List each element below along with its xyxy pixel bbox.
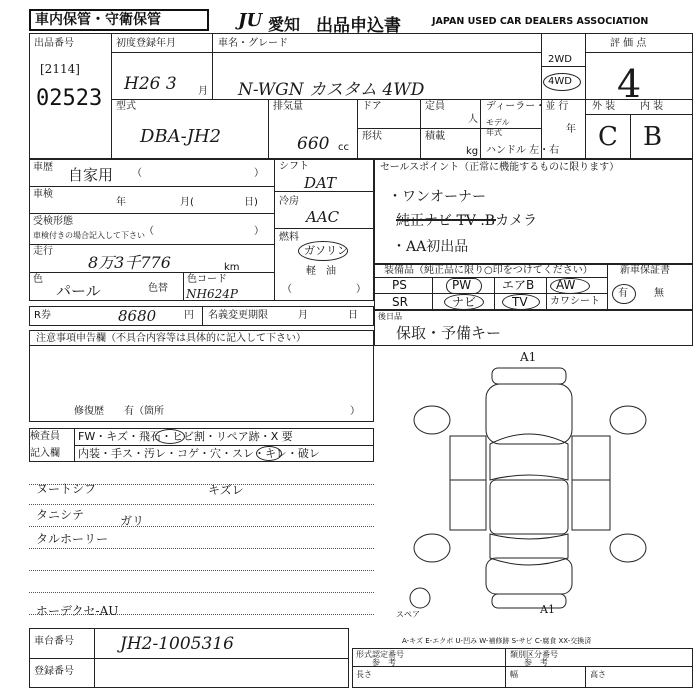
rear-body — [486, 558, 572, 594]
rear-bumper — [492, 594, 566, 608]
notes-label: 注意事項申告欄（不具合内容等は具体的に記入して下さい） — [36, 333, 306, 344]
roof — [490, 480, 568, 534]
name-grade-label: 車名・グレード — [218, 38, 288, 49]
door-label: ドア — [362, 101, 382, 112]
name-grade-value: N-WGN カスタム 4WD — [238, 80, 425, 100]
hw-side-note-2: ガリ — [120, 514, 145, 528]
sales-item-2: 純正ナビ TV .Bカメラ — [396, 213, 538, 229]
first-reg-value: H26 3 — [124, 74, 177, 94]
warranty-yes: 有 — [618, 288, 628, 299]
assign-label: 受検形態 — [33, 216, 73, 227]
capacity-label: 定員 — [425, 101, 445, 112]
diagram-legend: A-キズ E-エクボ U-凹み W-補修跡 S-サビ C-腐食 XX-交換済 — [402, 637, 592, 645]
ju-logo: JU — [238, 10, 263, 31]
rating-label: 評 価 点 — [610, 38, 647, 49]
color-code-value: NH624P — [186, 287, 238, 301]
inspection-label: 車検 — [33, 189, 53, 200]
hw-note-3: タルホーリー — [36, 532, 109, 546]
car-history-paren: （ — [132, 168, 142, 179]
association-name: JAPAN USED CAR DEALERS ASSOCIATION — [432, 16, 649, 27]
dealer-label: ディーラー・並 行 — [486, 101, 569, 112]
model-year-label: モデル 年式 — [486, 118, 510, 137]
lot-sub-number: [2114] — [40, 62, 80, 76]
inspector-label: 検査員 — [30, 431, 60, 442]
reg-label: 登録番号 — [34, 666, 74, 677]
front-left-wheel — [414, 406, 450, 434]
shape-label: 形状 — [362, 131, 382, 142]
warranty-no: 無 — [654, 288, 664, 299]
lot-label: 出品番号 — [34, 38, 74, 49]
mark-a1-bottom: A1 — [540, 603, 555, 616]
fly-stone-circle — [155, 429, 185, 444]
form-title: 出品申込書 — [316, 16, 401, 36]
equip-tv: TV — [512, 295, 528, 309]
sales-label: セールスポイント（正常に機能するものに限ります） — [380, 162, 620, 173]
type-cert-ref: 参 考 — [372, 658, 396, 667]
displacement-unit: cc — [338, 142, 349, 153]
drive-4wd: 4WD — [548, 76, 572, 87]
sales-item-2-strike — [396, 219, 496, 221]
model-value: DBA-JH2 — [140, 126, 222, 147]
inspection-row-2: 内装・手ス・汚レ・コゲ・穴・スレ・キレ・破レ — [78, 447, 320, 460]
windshield — [490, 434, 568, 480]
inspection-day: 日) — [244, 197, 258, 208]
height-label: 高さ — [590, 670, 606, 679]
left-side — [450, 436, 486, 530]
fuel-paren: （ — [282, 284, 292, 295]
equip-ps: PS — [392, 278, 407, 292]
equip-airbag: エアB — [502, 278, 535, 292]
sales-item-3: ・AA初出品 — [392, 239, 469, 255]
repair-label: 修復歴 有（箇所 — [74, 406, 164, 417]
recycle-label: R券 — [34, 310, 51, 321]
mileage-unit: km — [224, 262, 240, 273]
model-label: 型式 — [116, 101, 136, 112]
handle-label: ハンドル 左・右 — [486, 145, 560, 156]
inspection-month: 月( — [180, 197, 194, 208]
name-change-label: 名義変更期限 — [208, 310, 268, 321]
spare-tire — [410, 588, 430, 608]
right-side — [572, 436, 610, 530]
category-label: 類別区分番号 — [510, 650, 558, 659]
hw-note-1: ヌートシフ — [36, 482, 97, 496]
car-history-value: 自家用 — [68, 166, 114, 184]
hood — [486, 384, 572, 444]
mark-a1-top: A1 — [520, 350, 537, 364]
width-label: 幅 — [510, 670, 518, 679]
color-value: パール — [56, 282, 101, 300]
rear-window — [490, 534, 568, 565]
equip-leather: カワシート — [550, 296, 600, 307]
fuel-alt: 軽 油 — [306, 266, 336, 277]
drive-2wd: 2WD — [548, 54, 572, 65]
rear-left-wheel — [414, 534, 450, 562]
storage-label: 車内保管・守衛保管 — [29, 9, 209, 31]
chassis-label: 車台番号 — [34, 636, 74, 647]
attachments-label: 後日品 — [378, 312, 402, 321]
front-bumper — [492, 368, 566, 384]
equipment-label: 装備品（純正品に限り○印をつけてください） — [384, 265, 593, 276]
car-history-paren-close: ） — [254, 168, 264, 179]
rear-right-wheel — [610, 534, 646, 562]
color-label: 色 — [33, 274, 43, 285]
interior-label: 内 装 — [640, 101, 664, 112]
assign-paren: （ — [144, 226, 154, 237]
lot-number: 02523 — [36, 86, 103, 111]
entry-label: 記入欄 — [30, 448, 60, 459]
hw-note-4: ホーデクセ-AU — [36, 604, 119, 618]
shift-label: シフト — [279, 161, 309, 172]
exterior-label: 外 装 — [592, 101, 616, 112]
load-label: 積載 — [425, 131, 445, 142]
interior-value: B — [643, 122, 663, 152]
displacement-value: 660 — [297, 134, 330, 154]
repair-close: ） — [350, 406, 360, 417]
spare-label: スペア — [396, 610, 420, 619]
exterior-value: C — [598, 122, 618, 152]
name-change-month: 月 — [298, 310, 308, 321]
hw-note-2: タニシテ — [36, 508, 85, 522]
rating-value: 4 — [617, 62, 642, 106]
fuel-paren-close: ） — [356, 284, 366, 295]
inspection-row-1: FW・キズ・飛石・ヒビ割・リペア跡・X 要 — [78, 430, 293, 443]
mileage-value: 8万3千776 — [88, 253, 171, 272]
fuel-value: ガソリン — [304, 244, 348, 257]
assign-note: 車検付きの場合記入して下さい — [33, 231, 145, 240]
front-right-wheel — [610, 406, 646, 434]
cooling-label: 冷房 — [279, 196, 299, 207]
shift-value: DAT — [304, 174, 337, 192]
warranty-label: 新車保証書 — [620, 265, 670, 276]
capacity-unit: 人 — [468, 114, 478, 125]
org-name: 愛知 — [268, 15, 301, 34]
sales-item-1: ・ワンオーナー — [388, 189, 486, 205]
equip-aw: AW — [556, 278, 576, 292]
chassis-value: JH2-1005316 — [120, 634, 234, 654]
recycle-value: 8680 — [118, 307, 157, 325]
year-unit: 年 — [566, 124, 576, 135]
inspection-year: 年 — [116, 197, 126, 208]
car-history-label: 車歴 — [33, 162, 53, 173]
first-reg-label: 初度登録年月 — [116, 38, 176, 49]
type-cert-label: 形式認定番号 — [356, 650, 404, 659]
length-label: 長さ — [356, 670, 372, 679]
load-unit: kg — [466, 146, 479, 157]
equip-navi: ナビ — [452, 295, 477, 309]
mileage-label: 走行 — [33, 246, 53, 257]
hw-side-note-1: キズレ — [208, 483, 244, 497]
displacement-label: 排気量 — [273, 101, 303, 112]
recycle-unit: 円 — [184, 310, 194, 321]
surface-circle — [256, 446, 282, 461]
month-unit: 月 — [198, 86, 208, 97]
name-change-day: 日 — [348, 310, 358, 321]
equip-pw: PW — [452, 278, 472, 292]
car-diagram — [400, 360, 660, 616]
attachments-value: 保取・予備キー — [396, 324, 502, 342]
color-change-label: 色替 — [148, 283, 168, 294]
category-ref: 参 考 — [524, 658, 548, 667]
equip-sr: SR — [392, 295, 408, 309]
assign-paren-close: ） — [254, 226, 264, 237]
fuel-label: 燃料 — [279, 232, 299, 243]
cooling-value: AAC — [306, 208, 340, 226]
color-code-label: 色コード — [187, 274, 227, 285]
